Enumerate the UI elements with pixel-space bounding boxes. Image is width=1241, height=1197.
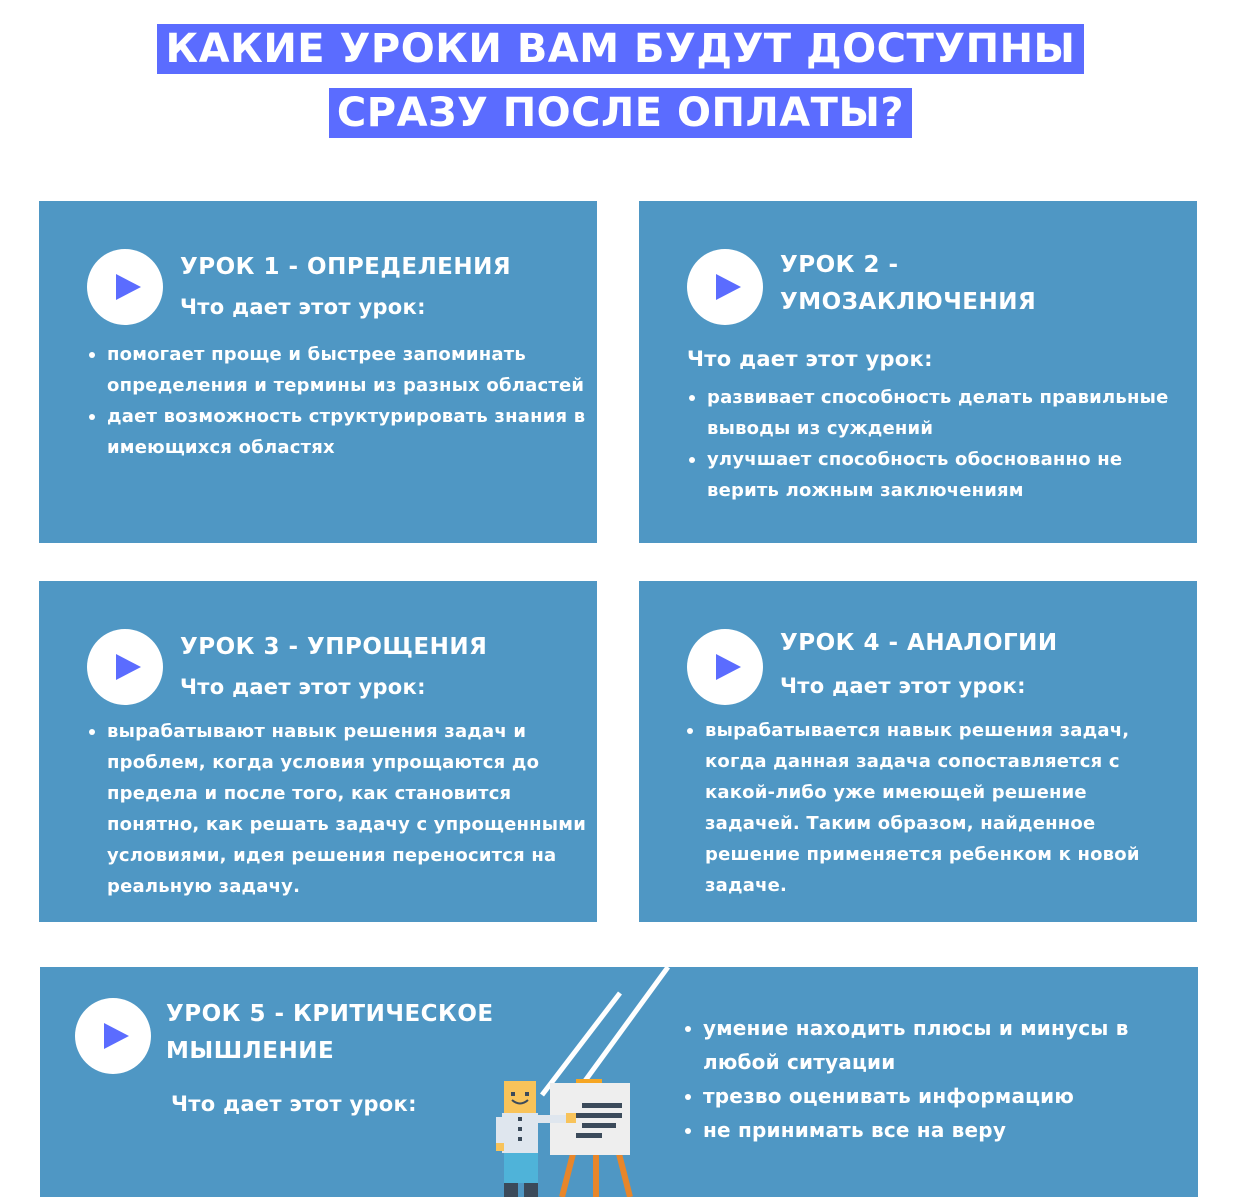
lesson-subtitle: Что дает этот урок: — [180, 675, 426, 699]
bullet-line: выводы из суждений — [707, 418, 934, 439]
bullet-line: проблем, когда условия упрощаются до — [107, 752, 540, 773]
bullet-line: предела и после того, как становится — [107, 783, 512, 804]
play-icon — [87, 249, 163, 325]
list-item — [87, 401, 597, 463]
page-title-line-1: КАКИЕ УРОКИ ВАМ БУДУТ ДОСТУПНЫ — [157, 24, 1083, 74]
bullet-line: умение находить плюсы и минусы в — [703, 1016, 1129, 1040]
bullet-line: развивает способность делать правильные — [707, 387, 1169, 408]
play-icon — [87, 629, 163, 705]
lesson-subtitle: Что дает этот урок: — [780, 674, 1026, 698]
play-button[interactable] — [87, 249, 163, 325]
list-item — [87, 716, 597, 902]
play-icon — [687, 629, 763, 705]
lesson-title — [780, 625, 1058, 662]
lesson-title — [166, 996, 494, 1070]
play-button[interactable] — [687, 249, 763, 325]
play-button[interactable] — [75, 998, 151, 1074]
lesson-title — [180, 629, 487, 666]
bullet-line: реальную задачу. — [107, 876, 301, 897]
lesson-title-line: УРОК 3 - УПРОЩЕНИЯ — [180, 634, 488, 660]
page-title — [0, 24, 1241, 74]
bullet-line: вырабатывают навык решения задач и — [107, 721, 527, 742]
bullet-line: верить ложным заключениям — [707, 480, 1024, 501]
bullet-line: когда данная задача сопоставляется с — [705, 751, 1120, 772]
lesson-card-3 — [39, 581, 597, 922]
lesson-title-line: УМОЗАКЛЮЧЕНИЯ — [780, 289, 1037, 315]
lesson-bullets — [683, 1011, 1183, 1147]
teacher-with-board-illustration — [490, 967, 690, 1197]
lesson-bullets — [687, 382, 1197, 506]
play-icon — [75, 998, 151, 1074]
play-button[interactable] — [87, 629, 163, 705]
list-item — [687, 444, 1197, 506]
bullet-line: улучшает способность обоснованно не — [707, 449, 1123, 470]
lesson-card-2 — [639, 201, 1197, 543]
bullet-line: имеющихся областях — [107, 437, 335, 458]
lesson-title-line: УРОК 4 - АНАЛОГИИ — [780, 630, 1058, 656]
play-icon — [687, 249, 763, 325]
bullet-line: дает возможность структурировать знания в — [107, 406, 586, 427]
list-item — [683, 1113, 1183, 1147]
bullet-line: какой-либо уже имеющей решение — [705, 782, 1087, 803]
list-item — [87, 339, 597, 401]
lesson-title — [780, 247, 1036, 321]
lesson-title-line: УРОК 2 - — [780, 252, 899, 278]
page-title-continued — [0, 88, 1241, 138]
list-item — [685, 715, 1197, 901]
lesson-card-1 — [39, 201, 597, 543]
bullet-line: трезво оценивать информацию — [703, 1084, 1075, 1108]
lesson-subtitle: Что дает этот урок: — [687, 347, 933, 371]
lesson-subtitle: Что дает этот урок: — [171, 1092, 417, 1116]
lesson-subtitle: Что дает этот урок: — [180, 295, 426, 319]
bullet-line: любой ситуации — [703, 1050, 896, 1074]
bullet-line: задачей. Таким образом, найденное — [705, 813, 1096, 834]
lesson-title-line: УРОК 1 - ОПРЕДЕЛЕНИЯ — [180, 254, 512, 280]
bullet-line: не принимать все на веру — [703, 1118, 1007, 1142]
lesson-title — [180, 249, 511, 286]
bullet-line: задаче. — [705, 875, 788, 896]
play-button[interactable] — [687, 629, 763, 705]
lesson-title-line: МЫШЛЕНИЕ — [166, 1038, 335, 1064]
bullet-line: условиями, идея решения переносится на — [107, 845, 557, 866]
bullet-line: вырабатывается навык решения задач, — [705, 720, 1130, 741]
lesson-bullets — [87, 339, 597, 463]
lesson-title-line: УРОК 5 - КРИТИЧЕСКОЕ — [166, 1001, 494, 1027]
lesson-card-4 — [639, 581, 1197, 922]
page-title-line-2: СРАЗУ ПОСЛЕ ОПЛАТЫ? — [329, 88, 912, 138]
bullet-line: определения и термины из разных областей — [107, 375, 585, 396]
lesson-bullets — [87, 716, 597, 902]
bullet-line: решение применяется ребенком к новой — [705, 844, 1140, 865]
list-item — [683, 1011, 1183, 1079]
list-item — [683, 1079, 1183, 1113]
bullet-line: помогает проще и быстрее запоминать — [107, 344, 526, 365]
list-item — [687, 382, 1197, 444]
bullet-line: понятно, как решать задачу с упрощенными — [107, 814, 587, 835]
lesson-bullets — [685, 715, 1197, 901]
lesson-card-5 — [40, 967, 1198, 1197]
